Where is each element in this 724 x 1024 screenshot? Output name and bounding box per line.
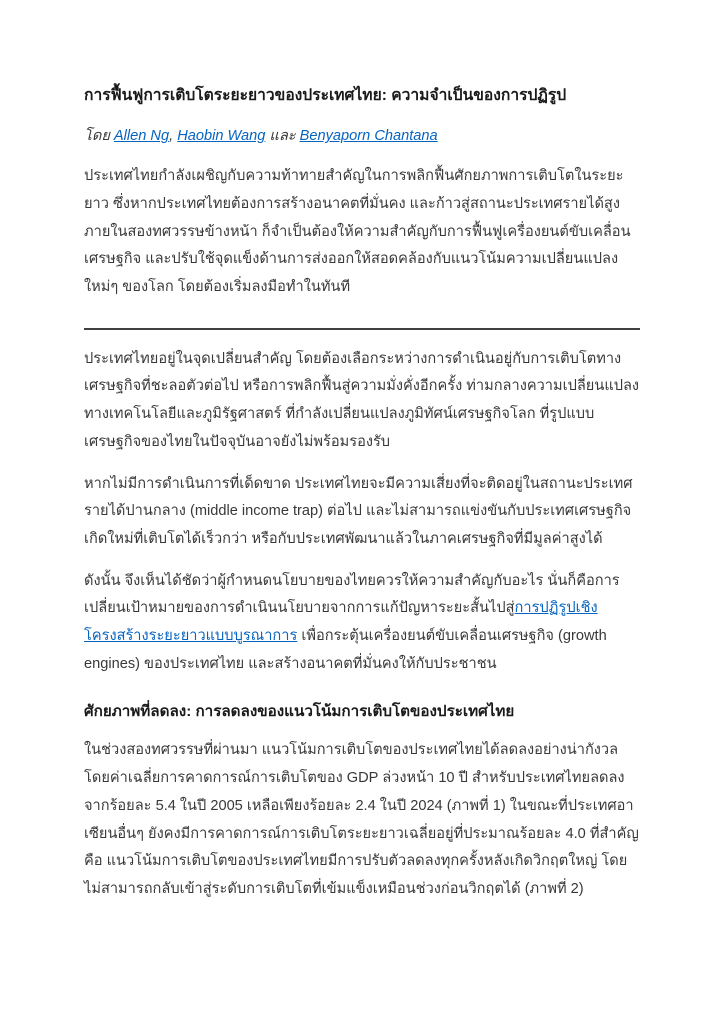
paragraph-gdp-forecast: ในช่วงสองทศวรรษที่ผ่านมา แนวโน้มการเติบโตของประเทศไทยได้ลดลงอย่างน่ากังวล โดยค่าเฉลี่ยการคาดการณ์การเติบโตของ GDP ล่วงหน้า 10 ปี สำหรับประเทศไทยลดลงจากร้อยละ 5.4 ในปี 2005 เหลือเพียงร้อยละ 2.4 ในปี 2024 (ภาพที่ 1) ในขณะที่ประเทศอาเซียนอื่นๆ ยังคงมีการคาดการณ์การเติบโตระยะยาวเฉลี่ยอยู่ที่ประมาณร้อยละ 4.0 ที่สำคัญคือ แนวโน้มการเติบโตของประเทศไทยมีการปรับตัวลดลงทุกครั้งหลังเกิดวิกฤตใหญ่ โดยไม่สามารถกลับเข้าสู่ระดับการเติบโตที่เข้มแข็งเหมือนช่วงก่อนวิกฤตได้ (ภาพที่ 2) xyxy=(84,742,639,897)
byline-intro: โดย xyxy=(84,128,114,145)
author-link-allen-ng[interactable]: Allen Ng xyxy=(113,128,170,145)
paragraph-policy-priority xyxy=(84,568,640,679)
structural-reform-link[interactable]: การปฏิรูปเชิงโครงสร้างระยะยาวแบบบูรณาการ xyxy=(84,600,598,645)
byline xyxy=(84,123,640,151)
byline-conjunction: และ xyxy=(265,128,300,145)
byline-separator: , xyxy=(169,128,178,145)
paragraph-middle-income-trap: หากไม่มีการดำเนินการที่เด็ดขาด ประเทศไทยจะมีความเสี่ยงที่จะติดอยู่ในสถานะประเทศรายได้ปานกลาง (middle income trap) ต่อไป และไม่สามารถแข่งขันกับประเทศเศรษฐกิจเกิดใหม่ที่เติบโตได้เร็วกว่า หรือกับประเทศพัฒนาแล้วในภาคเศรษฐกิจที่มีมูลค่าสูงได้ xyxy=(84,475,633,548)
author-link-haobin-wang[interactable]: Haobin Wang xyxy=(177,128,266,145)
paragraph-text-after-link: เพื่อกระตุ้นเครื่องยนต์ขับเคลื่อนเศรษฐกิจ (growth engines) ของประเทศไทย และสร้างอนาคตที่มั่นคงให้กับประชาชน xyxy=(84,628,607,672)
paragraph-turning-point: ประเทศไทยอยู่ในจุดเปลี่ยนสำคัญ โดยต้องเลือกระหว่างการดำเนินอยู่กับการเติบโตทางเศรษฐกิจที่ชะลอตัวต่อไป หรือการพลิกฟื้นสู่ความมั่งคั่งอีกครั้ง ท่ามกลางความเปลี่ยนแปลงทางเทคโนโลยีและภูมิรัฐศาสตร์ ที่กำลังเปลี่ยนแปลงภูมิทัศน์เศรษฐกิจโลก ที่รูปแบบเศรษฐกิจของไทยในปัจจุบันอาจยังไม่พร้อมรองรับ xyxy=(84,350,640,450)
lede-paragraph: ประเทศไทยกำลังเผชิญกับความท้าทายสำคัญในการพลิกฟื้นศักยภาพการเติบโตในระยะยาว ซึ่งหากประเทศไทยต้องการสร้างอนาคตที่มั่นคง และก้าวสู่สถานะประเทศรายได้สูงภายในสองทศวรรษข้างหน้า ก็จำเป็นต้องให้ความสำคัญกับการฟื้นฟูเครื่องยนต์ขับเคลื่อนเศรษฐกิจ และปรับใช้จุดแข็งด้านการส่งออกให้สอดคล้องกับแนวโน้มความเปลี่ยนแปลงใหม่ๆ ของโลก โดยต้องเริ่มลงมือทำในทันที xyxy=(84,168,631,295)
paragraph-text-before-link: ดังนั้น จึงเห็นได้ชัดว่าผู้กำหนดนโยบายของไทยควรให้ความสำคัญกับอะไร นั่นก็คือการเปลี่ยนเป้าหมายของการดำเนินนโยบายจากการแก้ปัญหาระยะสั้นไปสู่ xyxy=(84,572,620,617)
section-heading-declining-potential: ศักยภาพที่ลดลง: การลดลงของแนวโน้มการเติบโตของประเทศไทย xyxy=(84,702,515,720)
page-title: การฟื้นฟูการเติบโตระยะยาวของประเทศไทย: ความจำเป็นของการปฏิรูป xyxy=(84,87,567,104)
section-divider xyxy=(84,328,640,330)
author-link-benyaporn-chantana[interactable]: Benyaporn Chantana xyxy=(299,128,438,145)
